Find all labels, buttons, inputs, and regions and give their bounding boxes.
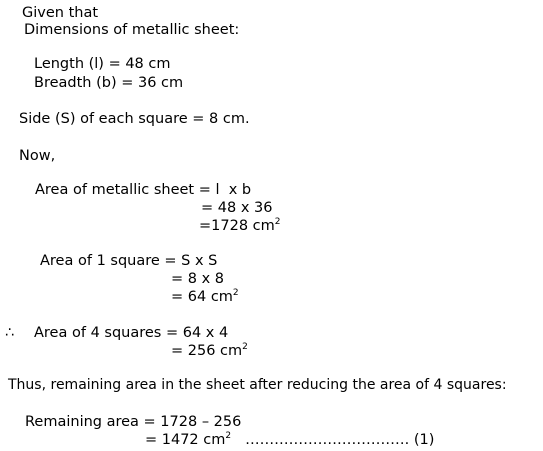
sheet-area-line-2: = 48 x 36 (201, 200, 273, 216)
given-text: Given that (22, 5, 99, 21)
square-area-line-2: = 8 x 8 (171, 271, 225, 287)
remaining-exponent: 2 (225, 431, 232, 441)
remaining-line-1: Remaining area = 1728 – 256 (25, 414, 242, 430)
now-label: Now, (19, 148, 56, 164)
sheet-area-exponent: 2 (274, 217, 281, 227)
square-area-exponent: 2 (232, 288, 239, 298)
equation-reference: ……………………………. (1) (245, 432, 435, 448)
four-squares-line-2 (171, 342, 248, 360)
sheet-area-line-1: Area of metallic sheet = l x b (35, 182, 252, 198)
dimensions-heading: Dimensions of metallic sheet: (24, 22, 240, 38)
remaining-value: = 1472 cm (145, 432, 226, 448)
therefore-symbol: ∴ (5, 325, 15, 341)
sheet-area-line-3 (199, 217, 281, 235)
square-area-line-3 (171, 288, 239, 306)
four-squares-value: = 256 cm (171, 343, 243, 359)
sheet-area-value: =1728 cm (199, 218, 275, 234)
breadth-line: Breadth (b) = 36 cm (34, 75, 184, 91)
length-line: Length (l) = 48 cm (34, 56, 171, 72)
square-area-value: = 64 cm (171, 289, 233, 305)
side-line: Side (S) of each square = 8 cm. (19, 111, 250, 127)
remaining-line-2 (145, 431, 434, 449)
four-squares-line-1: Area of 4 squares = 64 x 4 (34, 325, 229, 341)
four-squares-exponent: 2 (242, 342, 248, 352)
square-area-line-1: Area of 1 square = S x S (40, 253, 218, 269)
thus-line: Thus, remaining area in the sheet after reducing the area of 4 squares: (8, 377, 507, 393)
